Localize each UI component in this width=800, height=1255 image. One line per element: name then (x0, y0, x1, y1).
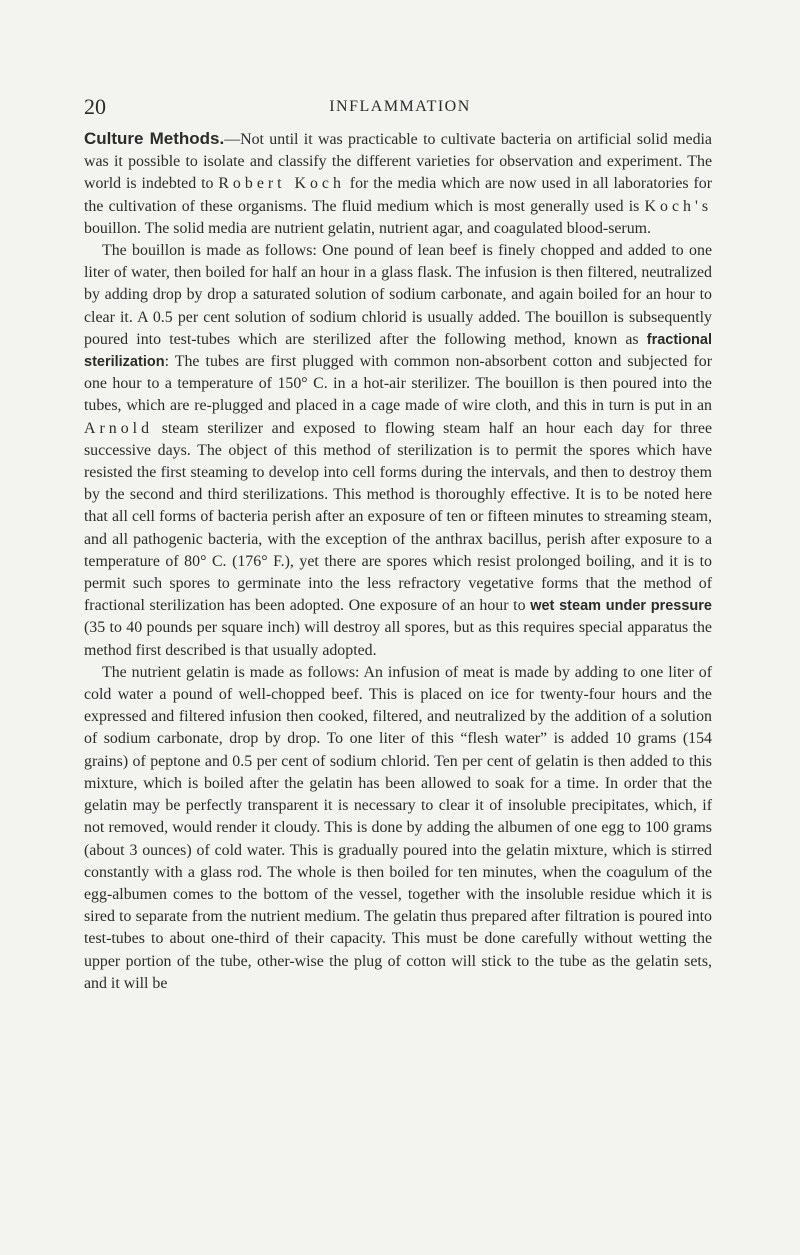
person-name-arnold: Arnold (84, 419, 154, 437)
text-run: The bouillon is made as follows: One pound of lean beef is finely chopped and added to one liter of water, then boiled for half an hour in a glass flask. The infusion is then filtered, neutralized by adding drop by drop a saturated solution of sodium carbonate, and again boiled for an hour to clear it. A 0.5 per cent solution of sodium chlorid is usually added. The bouillon is subsequently poured into test-tubes which are sterilized after the following method, known as (84, 242, 712, 348)
page-number: 20 (84, 94, 106, 119)
person-name-robert-koch: Robert Koch (218, 175, 345, 193)
section-heading: Culture Methods. (84, 129, 225, 148)
text-run: for the media which are now used in all laboratories for the cultivation of these organisms. The fluid medium which is most generally used is (84, 175, 712, 215)
text-run: : The tubes are first plugged with common non-absorbent cotton and subjected for one hour to a temperature of 150° C. in a hot-air sterilizer. The bouillon is then poured into the tubes, which are re-plugged and placed in a cage made of wire cloth, and this in turn is put in an (84, 353, 712, 415)
paragraph-culture-methods (84, 128, 712, 240)
text-run: bouillon. The solid media are nutrient gelatin, nutrient agar, and coagulated blood-serum. (84, 219, 651, 237)
body-text (84, 128, 712, 995)
paragraph-bouillon (84, 240, 712, 662)
page-header (84, 94, 716, 122)
text-run: —Not until it was practicable to cultivate bacteria on artificial solid media was it possible to isolate and classify the different varieties for observation and experiment. The world is indebted to (84, 131, 712, 193)
running-head: INFLAMMATION (329, 98, 471, 115)
term-wet-steam-under-pressure: wet steam under pressure (530, 598, 712, 615)
text-run: steam sterilizer and exposed to flowing steam half an hour each day for three successive days. The object of this method of sterilization is to permit the spores which have resisted the first steaming to develop into cell forms during the intervals, and then to destroy them by the second and third sterilizations. This method is thoroughly effective. It is to be noted here that all cell forms of bacteria perish after an exposure of ten or fifteen minutes to streaming steam, and all pathogenic bacteria, with the exception of the anthrax bacillus, perish after exposure to a temperature of 80° C. (176° F.), yet there are spores which resist prolonged boiling, and it is to permit such spores to germinate into the less refractory vegetative forms that the method of fractional sterilization has been adopted. One exposure of an hour to (84, 419, 712, 615)
term-fractional-sterilization: fractional sterilization (84, 331, 712, 371)
paragraph-nutrient-gelatin: The nutrient gelatin is made as follows: An infusion of meat is made by adding to one liter of cold water a pound of well-chopped beef. This is placed on ice for twenty-four hours and the expressed and filtered infusion then cooked, filtered, and neutralized by the addition of a solution of sodium carbonate, drop by drop. To one liter of this “flesh water” is added 10 grams (154 grains) of peptone and 0.5 per cent of sodium chlorid. Ten per cent of gelatin is then added to this mixture, which is boiled after the gelatin has been allowed to soak for a time. In order that the gelatin may be perfectly transparent it is necessary to clear it of insoluble precipitates, which, if not removed, would render it cloudy. This is done by adding the albumen of one egg to 100 grams (about 3 ounces) of cold water. This is gradually poured into the gelatin mixture, which is stirred constantly with a glass rod. The whole is then boiled for ten minutes, when the coagulum of the egg-albumen comes to the bottom of the vessel, together with the insoluble residue which it is sired to separate from the nutrient medium. The gelatin thus prepared after filtration is poured into test-tubes to about one-third of their capacity. This must be done carefully without wetting the upper portion of the tube, other-wise the plug of cotton will stick to the tube as the gelatin sets, and it will be (84, 663, 712, 992)
text-run: (35 to 40 pounds per square inch) will destroy all spores, but as this requires special apparatus the method first described is that usually adopted. (84, 619, 712, 659)
person-name-koch: Koch's (644, 197, 712, 215)
